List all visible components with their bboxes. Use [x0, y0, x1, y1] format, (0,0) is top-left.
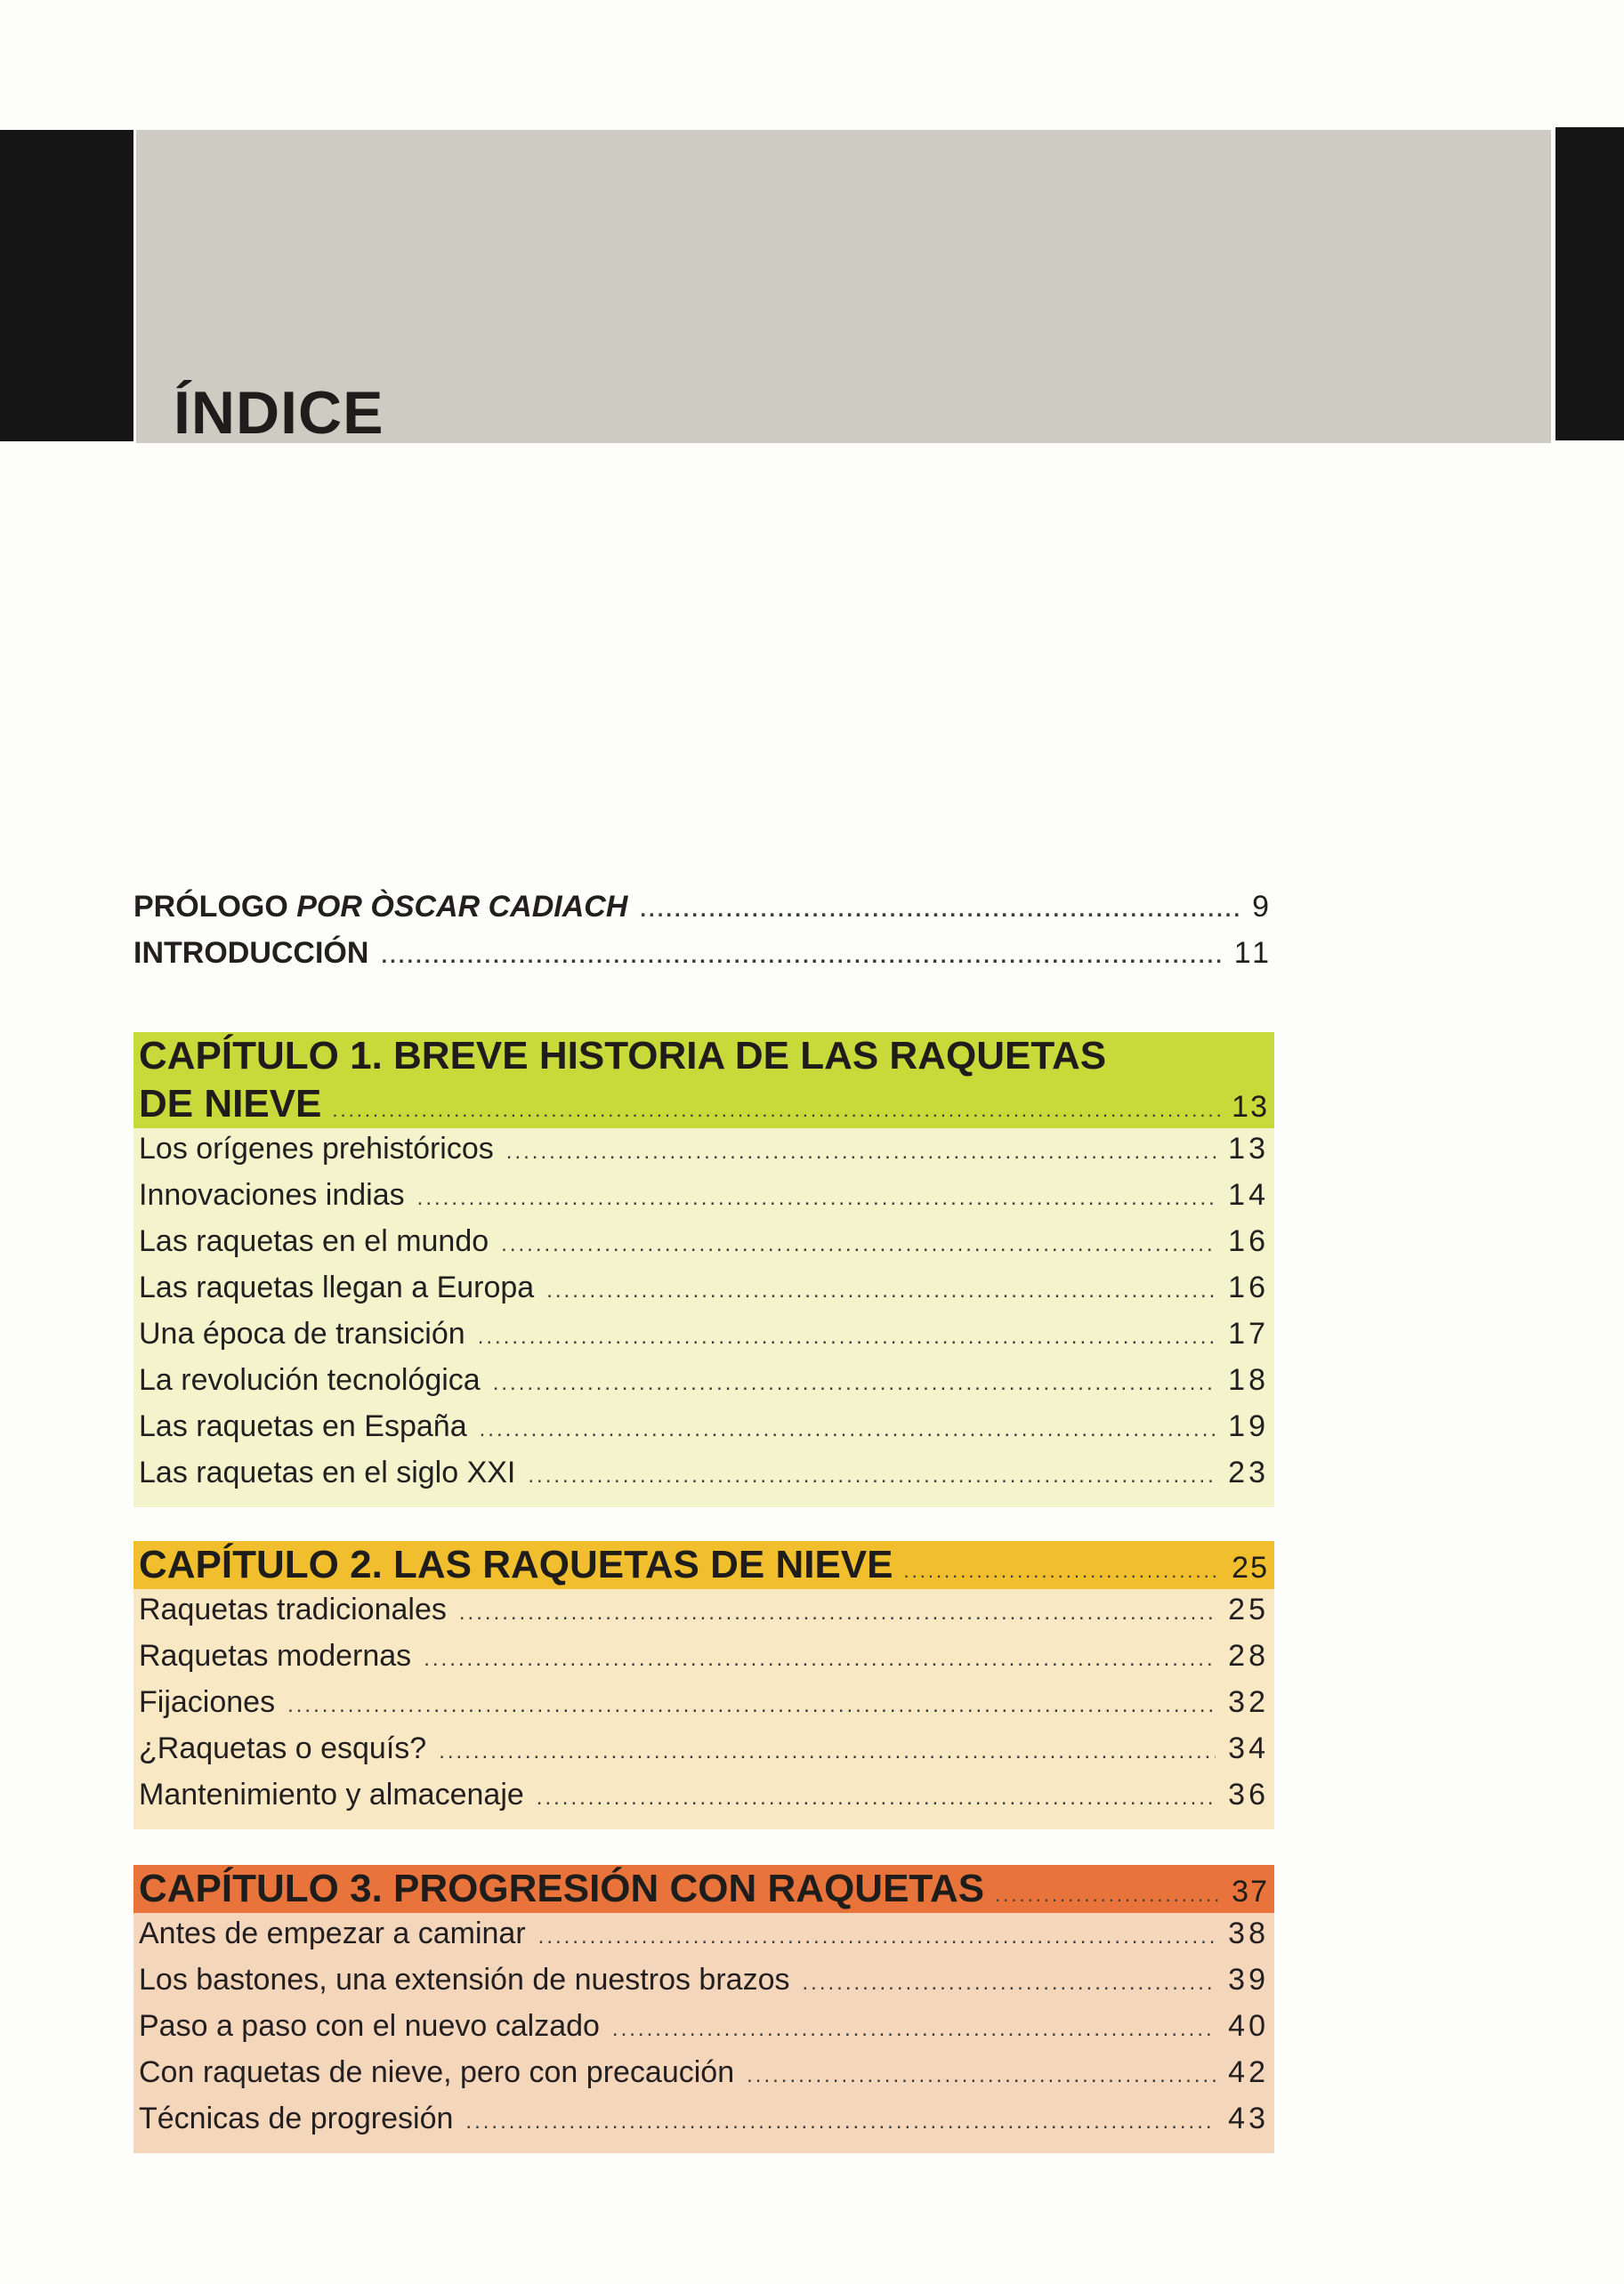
dot-leader [287, 1693, 1216, 1718]
chapter-2-section [133, 1541, 1274, 1829]
dot-leader [465, 2110, 1216, 2135]
toc-entry-label: Las raquetas en el mundo [139, 1224, 489, 1258]
toc-page-number: 11 [1233, 936, 1273, 970]
dot-leader [640, 898, 1240, 923]
toc-entry-label: Innovaciones indias [139, 1178, 405, 1212]
toc-entry-label: Fijaciones [139, 1685, 276, 1719]
toc-entry-label: Con raquetas de nieve, pero con precaución [139, 2055, 735, 2089]
dot-leader [381, 944, 1221, 969]
toc-entry[interactable] [139, 2055, 1269, 2102]
toc-entry-label: PRÓLOGO POR ÒSCAR CADIACH [133, 890, 628, 924]
toc-page-number: 34 [1228, 1731, 1269, 1765]
dot-leader [995, 1871, 1221, 1919]
toc-entry-introduccion[interactable] [133, 936, 1273, 982]
toc-page-number: 16 [1228, 1271, 1269, 1304]
toc-page-number: 17 [1228, 1317, 1269, 1351]
dot-leader [612, 2017, 1216, 2042]
toc-entry-label: Paso a paso con el nuevo calzado [139, 2009, 600, 2043]
toc-entry-label: INTRODUCCIÓN [133, 936, 369, 970]
toc-entry[interactable] [139, 1963, 1269, 2009]
toc-entry-label: Los orígenes prehistóricos [139, 1132, 494, 1166]
toc-page-number: 9 [1252, 890, 1273, 924]
toc-entry-label: Técnicas de progresión [139, 2102, 454, 2135]
dot-leader [546, 1279, 1216, 1303]
toc-entry[interactable] [139, 1317, 1269, 1363]
toc-entry[interactable] [139, 1639, 1269, 1685]
toc-entry[interactable] [139, 1456, 1269, 1502]
toc-page-number: 25 [1228, 1593, 1269, 1626]
dot-leader [493, 1371, 1216, 1396]
dot-leader [506, 1140, 1216, 1165]
toc-page-number: 38 [1228, 1917, 1269, 1950]
chapter-title-line1: CAPÍTULO 1. BREVE HISTORIA DE LAS RAQUETAS [139, 1034, 1107, 1077]
dot-leader [417, 1186, 1216, 1211]
toc-entry-label: ¿Raquetas o esquís? [139, 1731, 427, 1765]
toc-entry-label: Una época de transición [139, 1317, 465, 1351]
dot-leader [478, 1325, 1216, 1350]
toc-page-number: 13 [1228, 1132, 1269, 1166]
chapter-page-number: 37 [1232, 1875, 1269, 1909]
toc-page-number: 16 [1228, 1224, 1269, 1258]
toc-entry-label: Raquetas modernas [139, 1639, 412, 1673]
dot-leader [480, 1417, 1216, 1442]
toc-entry[interactable] [139, 1178, 1269, 1224]
chapter-1-section [133, 1032, 1274, 1507]
left-black-bar [0, 130, 133, 441]
dot-leader [538, 1925, 1216, 1949]
dot-leader [537, 1786, 1216, 1811]
chapter-title-line2: DE NIEVE [139, 1082, 322, 1126]
dot-leader [501, 1232, 1216, 1257]
toc-entry[interactable] [139, 1271, 1269, 1317]
toc-entry-label: Raquetas tradicionales [139, 1593, 447, 1626]
chapter-title-line1: CAPÍTULO 2. LAS RAQUETAS DE NIEVE [139, 1543, 893, 1586]
toc-page-number: 43 [1228, 2102, 1269, 2135]
dot-leader [439, 1739, 1216, 1764]
chapter-3-section [133, 1865, 1274, 2153]
toc-entry-label: La revolución tecnológica [139, 1363, 481, 1397]
chapter-title-line1: CAPÍTULO 3. PROGRESIÓN CON RAQUETAS [139, 1867, 985, 1910]
toc-page-number: 42 [1228, 2055, 1269, 2089]
toc-entry[interactable] [139, 1132, 1269, 1178]
chapter-2-heading[interactable] [133, 1541, 1274, 1589]
chapter-3-entries [133, 1913, 1274, 2153]
toc-page-number: 28 [1228, 1639, 1269, 1673]
dot-leader [528, 1464, 1216, 1489]
dot-leader [747, 2063, 1216, 2088]
chapter-page-number: 13 [1232, 1090, 1269, 1124]
toc-entry[interactable] [139, 1363, 1269, 1409]
toc-page-number: 40 [1228, 2009, 1269, 2043]
title-banner [136, 130, 1551, 447]
chapter-1-heading[interactable] [133, 1032, 1274, 1128]
toc-entry-label: Mantenimiento y almacenaje [139, 1778, 524, 1812]
dot-leader [802, 1971, 1216, 1996]
toc-entry[interactable] [139, 2009, 1269, 2055]
front-matter [133, 890, 1273, 982]
toc-entry[interactable] [139, 2102, 1269, 2148]
right-black-bar [1555, 127, 1624, 440]
toc-entry[interactable] [139, 1593, 1269, 1639]
toc-entry-label: Los bastones, una extensión de nuestros brazos [139, 1963, 790, 1997]
toc-page-number: 32 [1228, 1685, 1269, 1719]
toc-entry[interactable] [139, 1685, 1269, 1731]
toc-entry-label: Las raquetas llegan a Europa [139, 1271, 535, 1304]
chapter-3-heading[interactable] [133, 1865, 1274, 1913]
chapter-1-entries [133, 1128, 1274, 1507]
page-title: ÍNDICE [174, 379, 384, 447]
toc-entry-prologo[interactable] [133, 890, 1273, 936]
toc-page-number: 19 [1228, 1409, 1269, 1443]
toc-page-number: 23 [1228, 1456, 1269, 1489]
dot-leader [332, 1086, 1221, 1134]
dot-leader [904, 1547, 1222, 1595]
toc-page-number: 18 [1228, 1363, 1269, 1397]
toc-entry[interactable] [139, 1778, 1269, 1824]
chapter-2-entries [133, 1589, 1274, 1829]
toc-entry[interactable] [139, 1409, 1269, 1456]
toc-entry-label: Las raquetas en España [139, 1409, 467, 1443]
toc-entry-label: Antes de empezar a caminar [139, 1917, 526, 1950]
toc-page-number: 39 [1228, 1963, 1269, 1997]
toc-entry-label: Las raquetas en el siglo XXI [139, 1456, 516, 1489]
toc-entry[interactable] [139, 1917, 1269, 1963]
chapter-page-number: 25 [1232, 1551, 1269, 1585]
toc-entry[interactable] [139, 1224, 1269, 1271]
toc-page-number: 14 [1228, 1178, 1269, 1212]
dot-leader [424, 1647, 1216, 1672]
toc-entry[interactable] [139, 1731, 1269, 1778]
dot-leader [459, 1601, 1216, 1626]
toc-page-number: 36 [1228, 1778, 1269, 1812]
